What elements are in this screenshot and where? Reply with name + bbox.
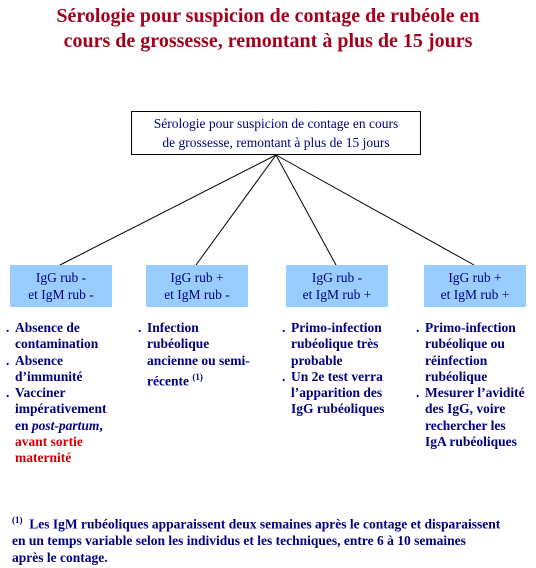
node-label: et IgM rub - [164,287,230,302]
node-label: et IgM rub + [440,287,510,302]
emphasis-line: avant sortie [15,434,83,450]
bullet: . [416,320,420,335]
item-line: Un 2e test verra [291,368,383,384]
node-label: IgG rub - [311,270,363,285]
title-line-2: cours de grossesse, remontant à plus de 15 jours [63,30,473,52]
root-line-2: de grossesse, remontant à plus de 15 jours [162,135,390,150]
item-line: Infection [147,320,199,335]
item-line: IgG rubéoliques [291,401,385,417]
footnote [12,512,527,566]
list-item [6,353,106,386]
emphasis-line: maternité [15,450,72,466]
item-line: contamination [15,336,99,352]
column-4-notes [416,320,525,450]
item-line: l’apparition des [291,385,383,401]
node-label: IgG rub - [35,270,87,285]
item-line: rubéolique ou [425,336,505,352]
column-2-notes [138,320,250,390]
item-line: rechercher les [425,417,506,433]
node-label: et IgM rub - [28,287,94,302]
bullet: . [282,368,286,384]
node-label: IgG rub + [448,270,502,285]
node-igg-pos-igm-pos [424,265,526,307]
node-label: et IgM rub + [302,287,372,302]
italic-text: post-partum [31,417,100,433]
item-line: ancienne ou semi- [147,352,250,368]
text-prefix: en [15,417,32,433]
item-line: impérativement [15,401,107,417]
footnote-line-1 [12,512,527,533]
list-item [416,385,525,450]
column-3-notes [282,320,384,418]
item-line: Primo-infection [291,320,382,335]
text-suffix: , [99,417,103,433]
item-line: Vacciner [15,385,66,401]
item-line: des IgG, voire [425,401,506,417]
item-line [15,418,106,434]
item-line: Primo-infection [425,320,516,335]
bullet: . [6,320,10,335]
bullet: . [282,320,286,335]
item-line: Absence de [15,320,80,335]
footnote-line-2: en un temps variable selon les individus et les techniques, entre 6 à 10 semaines [12,533,466,548]
bullet: . [416,385,420,401]
footnote-text: Les IgM rubéoliques apparaissent deux semaines après le contage et disparaissent [29,516,501,532]
footnote-mark: (1) [12,515,23,525]
connector-2 [196,155,276,265]
footnote-line-3: après le contage. [12,549,108,565]
list-item [282,320,384,369]
column-1-notes [6,320,106,467]
list-item [6,385,106,466]
list-item [138,320,250,390]
bullet: . [6,352,10,368]
connector-1 [60,155,276,265]
root-node [131,111,421,155]
node-igg-pos-igm-neg [146,265,248,307]
root-line-1: Sérologie pour suspicion de contage en cours [153,116,399,131]
list-item [282,369,384,418]
item-line: rubéolique [425,368,488,384]
footnote-ref: (1) [192,371,203,382]
item-text: récente [147,373,189,389]
item-line: rubéolique [147,336,210,352]
node-label: IgG rub + [170,270,224,285]
list-item [416,320,525,385]
item-line: réinfection [425,352,488,368]
item-line: IgA rubéoliques [425,434,517,450]
node-igg-neg-igm-pos [286,265,388,307]
item-line: Absence [15,352,63,368]
node-igg-neg-igm-neg [10,265,112,307]
item-line: probable [291,352,343,368]
item-line: Mesurer l’avidité [425,385,525,401]
title-line-1: Sérologie pour suspicion de contage de rubéole en [56,5,480,27]
bullet: . [6,385,10,401]
item-line [147,369,250,390]
item-line: d’immunité [15,368,83,384]
bullet: . [138,320,142,335]
item-line: rubéolique très [291,336,379,352]
list-item [6,320,106,353]
